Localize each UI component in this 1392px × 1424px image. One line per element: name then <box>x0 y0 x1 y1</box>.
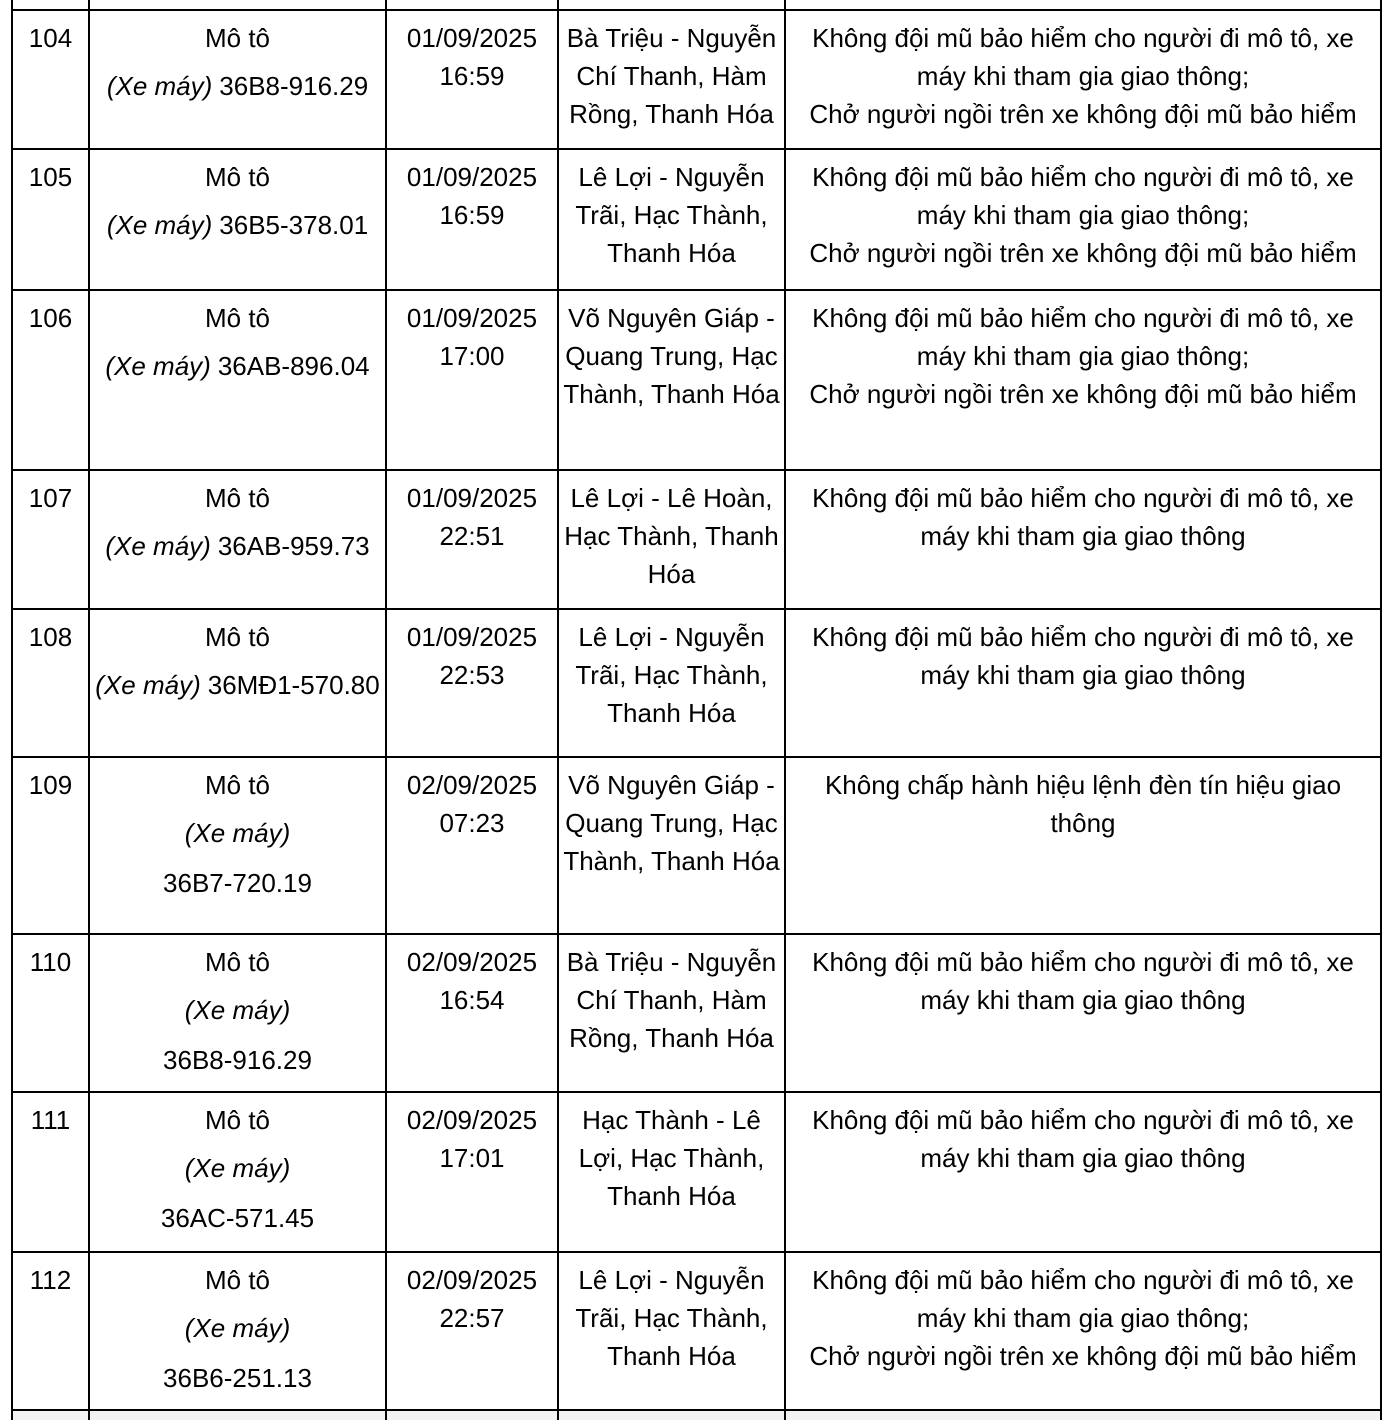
vehicle-subtype: (Xe máy) <box>106 210 213 240</box>
violation-cell <box>785 934 1381 1092</box>
violation-cell <box>785 1092 1381 1252</box>
datetime-cell <box>386 609 558 757</box>
datetime-cell <box>386 1092 558 1252</box>
empty-cell <box>386 1410 558 1420</box>
datetime-cell <box>386 934 558 1092</box>
violation-cell <box>785 10 1381 149</box>
plate-inline: 36AB-959.73 <box>217 531 370 561</box>
empty-cell <box>12 1410 89 1420</box>
violation-line-1: Không đội mũ bảo hiểm cho người đi mô tô, xe máy khi tham gia giao thông; <box>812 23 1354 91</box>
row-number-cell <box>12 757 89 934</box>
empty-cell <box>89 0 386 10</box>
violation-cell <box>785 290 1381 470</box>
table-row <box>12 149 1381 290</box>
empty-cell <box>785 0 1381 10</box>
datetime-cell <box>386 10 558 149</box>
empty-cell <box>558 0 785 10</box>
datetime-cell <box>386 149 558 290</box>
plate-block: 36B7-720.19 <box>163 868 312 898</box>
violation-line-1: Không đội mũ bảo hiểm cho người đi mô tô, xe máy khi tham gia giao thông <box>812 947 1354 1015</box>
row-number: 108 <box>28 622 73 652</box>
violation-time: 07:23 <box>439 808 505 838</box>
plate-inline: 36B8-916.29 <box>219 71 369 101</box>
violation-time: 17:01 <box>439 1143 505 1173</box>
location-cell: Lê Lợi - Lê Hoàn, Hạc Thành, Thanh Hóa <box>558 470 785 609</box>
location-cell: Bà Triệu - Nguyễn Chí Thanh, Hàm Rồng, Thanh Hóa <box>558 934 785 1092</box>
violation-date: 01/09/2025 <box>406 303 538 333</box>
violation-cell <box>785 470 1381 609</box>
violation-cell <box>785 757 1381 934</box>
vehicle-type: Mô tô <box>204 1105 271 1135</box>
vehicle-type: Mô tô <box>204 622 271 652</box>
datetime-cell <box>386 470 558 609</box>
row-number: 105 <box>28 162 73 192</box>
plate-block: 36AC-571.45 <box>160 1203 315 1233</box>
violation-line-1: Không đội mũ bảo hiểm cho người đi mô tô, xe máy khi tham gia giao thông; <box>812 1265 1354 1333</box>
row-number: 106 <box>28 303 73 333</box>
plate-block: 36B8-916.29 <box>163 1045 312 1075</box>
row-number-cell <box>12 609 89 757</box>
location-cell: Lê Lợi - Nguyễn Trãi, Hạc Thành, Thanh Hóa <box>558 149 785 290</box>
vehicle-cell <box>89 149 386 290</box>
violation-line-2: Chở người ngồi trên xe không đội mũ bảo hiểm <box>809 379 1357 409</box>
plate-inline: 36AB-896.04 <box>217 351 370 381</box>
violation-time: 16:59 <box>439 61 505 91</box>
partial-row-bottom <box>12 1410 1381 1420</box>
violation-line-2: Chở người ngồi trên xe không đội mũ bảo hiểm <box>809 238 1357 268</box>
violation-line-1: Không chấp hành hiệu lệnh đèn tín hiệu giao thông <box>824 770 1342 838</box>
location-cell: Lê Lợi - Nguyễn Trãi, Hạc Thành, Thanh Hóa <box>558 609 785 757</box>
table-row <box>12 10 1381 149</box>
vehicle-cell <box>89 10 386 149</box>
vehicle-type: Mô tô <box>204 162 271 192</box>
violation-date: 01/09/2025 <box>406 622 538 652</box>
row-number: 110 <box>29 947 72 977</box>
table-row <box>12 1252 1381 1410</box>
table-row <box>12 757 1381 934</box>
datetime-cell <box>386 757 558 934</box>
violation-line-1: Không đội mũ bảo hiểm cho người đi mô tô, xe máy khi tham gia giao thông <box>812 622 1354 690</box>
violation-line-1: Không đội mũ bảo hiểm cho người đi mô tô, xe máy khi tham gia giao thông; <box>812 162 1354 230</box>
plate-inline: 36B5-378.01 <box>219 210 369 240</box>
empty-cell <box>12 0 89 10</box>
violation-time: 16:59 <box>439 200 505 230</box>
vehicle-subtype: (Xe máy) <box>184 1153 291 1183</box>
violation-date: 02/09/2025 <box>406 947 538 977</box>
table-row <box>12 470 1381 609</box>
row-number: 107 <box>28 483 73 513</box>
empty-cell <box>89 1410 386 1420</box>
violation-time: 16:54 <box>439 985 505 1015</box>
row-number-cell <box>12 290 89 470</box>
row-number-cell <box>12 934 89 1092</box>
row-number-cell <box>12 149 89 290</box>
violation-date: 02/09/2025 <box>406 1105 538 1135</box>
violation-line-2: Chở người ngồi trên xe không đội mũ bảo hiểm <box>809 1341 1357 1371</box>
vehicle-subtype: (Xe máy) <box>105 531 211 561</box>
violation-date: 01/09/2025 <box>406 162 538 192</box>
location-cell: Lê Lợi - Nguyễn Trãi, Hạc Thành, Thanh Hóa <box>558 1252 785 1410</box>
empty-cell <box>558 1410 785 1420</box>
vehicle-cell <box>89 470 386 609</box>
row-number-cell <box>12 10 89 149</box>
location-cell: Hạc Thành - Lê Lợi, Hạc Thành, Thanh Hóa <box>558 1092 785 1252</box>
plate-inline: 36MĐ1-570.80 <box>207 670 380 700</box>
table-row <box>12 290 1381 470</box>
location-cell: Bà Triệu - Nguyễn Chí Thanh, Hàm Rồng, Thanh Hóa <box>558 10 785 149</box>
row-number-cell <box>12 1092 89 1252</box>
violation-cell <box>785 609 1381 757</box>
vehicle-subtype: (Xe máy) <box>184 1313 291 1343</box>
row-number: 111 <box>30 1105 71 1135</box>
vehicle-type: Mô tô <box>204 483 271 513</box>
datetime-cell <box>386 1252 558 1410</box>
violation-cell <box>785 1252 1381 1410</box>
vehicle-subtype: (Xe máy) <box>95 670 201 700</box>
empty-cell <box>386 0 558 10</box>
vehicle-subtype: (Xe máy) <box>184 995 291 1025</box>
empty-cell <box>785 1410 1381 1420</box>
row-number-cell <box>12 470 89 609</box>
violation-line-1: Không đội mũ bảo hiểm cho người đi mô tô, xe máy khi tham gia giao thông; <box>812 303 1354 371</box>
violation-time: 22:53 <box>439 660 505 690</box>
row-number: 104 <box>28 23 73 53</box>
vehicle-subtype: (Xe máy) <box>106 71 213 101</box>
vehicle-type: Mô tô <box>204 23 271 53</box>
vehicle-subtype: (Xe máy) <box>105 351 211 381</box>
location-cell: Võ Nguyên Giáp - Quang Trung, Hạc Thành, Thanh Hóa <box>558 757 785 934</box>
row-number: 109 <box>28 770 73 800</box>
violation-date: 01/09/2025 <box>406 23 538 53</box>
vehicle-cell <box>89 757 386 934</box>
vehicle-subtype: (Xe máy) <box>184 818 291 848</box>
violation-line-1: Không đội mũ bảo hiểm cho người đi mô tô, xe máy khi tham gia giao thông <box>812 483 1354 551</box>
vehicle-cell <box>89 1092 386 1252</box>
vehicle-type: Mô tô <box>204 303 271 333</box>
vehicle-cell <box>89 609 386 757</box>
vehicle-cell <box>89 1252 386 1410</box>
violation-time: 22:57 <box>439 1303 505 1333</box>
vehicle-cell <box>89 290 386 470</box>
violation-time: 22:51 <box>439 521 505 551</box>
violation-time: 17:00 <box>439 341 505 371</box>
violation-line-1: Không đội mũ bảo hiểm cho người đi mô tô, xe máy khi tham gia giao thông <box>812 1105 1354 1173</box>
violation-cell <box>785 149 1381 290</box>
vehicle-cell <box>89 934 386 1092</box>
location-cell: Võ Nguyên Giáp - Quang Trung, Hạc Thành, Thanh Hóa <box>558 290 785 470</box>
table-row <box>12 609 1381 757</box>
partial-row-top <box>12 0 1381 10</box>
violation-date: 02/09/2025 <box>406 1265 538 1295</box>
table-row <box>12 934 1381 1092</box>
violation-line-2: Chở người ngồi trên xe không đội mũ bảo hiểm <box>809 99 1357 129</box>
violations-table <box>11 0 1382 1420</box>
vehicle-type: Mô tô <box>204 947 271 977</box>
row-number: 112 <box>29 1265 72 1295</box>
plate-block: 36B6-251.13 <box>163 1363 312 1393</box>
violation-date: 02/09/2025 <box>406 770 538 800</box>
violation-date: 01/09/2025 <box>406 483 538 513</box>
vehicle-type: Mô tô <box>204 1265 271 1295</box>
datetime-cell <box>386 290 558 470</box>
vehicle-type: Mô tô <box>204 770 271 800</box>
row-number-cell <box>12 1252 89 1410</box>
table-row <box>12 1092 1381 1252</box>
